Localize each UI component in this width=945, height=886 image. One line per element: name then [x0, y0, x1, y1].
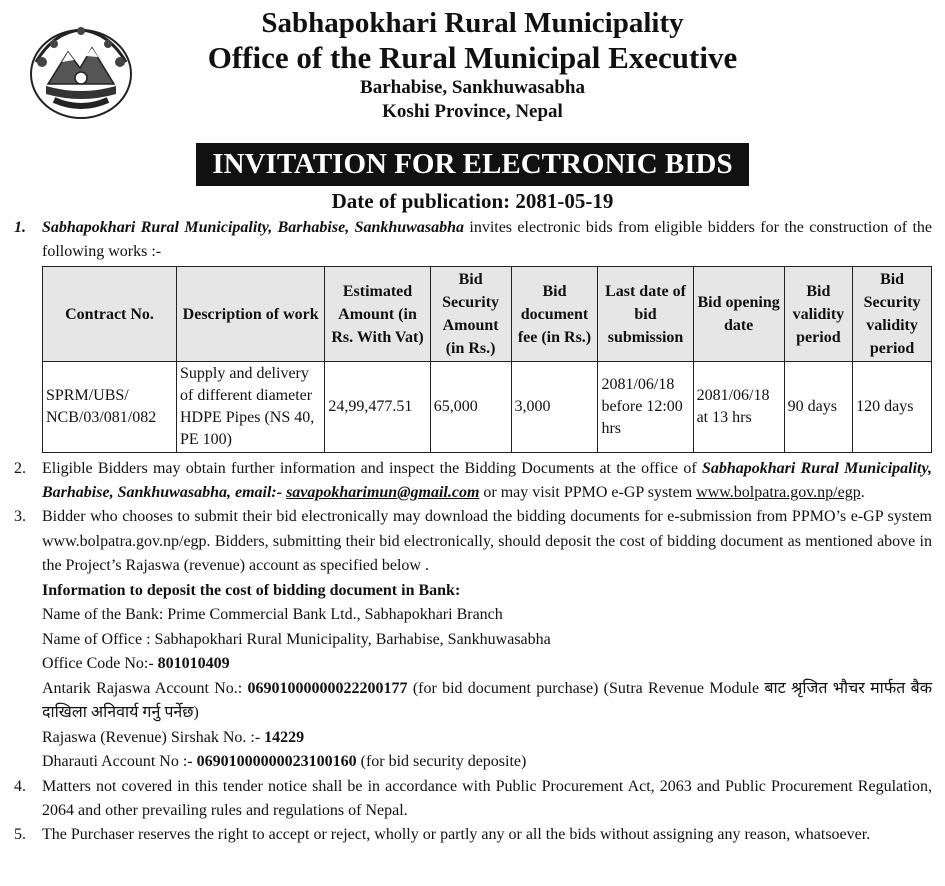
dharauti-line [42, 750, 932, 775]
list-item [14, 505, 932, 775]
item-number: 2. [14, 460, 26, 477]
table-cell: 65,000 [430, 362, 511, 453]
item-number: 5. [14, 825, 26, 843]
item-text [42, 505, 932, 775]
antarik-value: 06901000000022200177 [247, 679, 408, 697]
item-text [42, 216, 932, 264]
table-cell: 120 days [853, 362, 932, 453]
table-row [43, 362, 932, 453]
table-header-row [43, 267, 932, 362]
nepal-emblem-icon [24, 22, 138, 122]
works-table [42, 266, 932, 453]
office-name: Office of the Rural Municipal Executive [207, 40, 738, 75]
dharauti-note: (for bid security deposite) [356, 753, 527, 770]
table-cell: SPRM/UBS/ NCB/03/081/082 [43, 362, 177, 453]
list-item [14, 823, 932, 847]
dharauti-value: 06901000000023100160 [196, 753, 357, 770]
column-header: Bid validity period [784, 267, 853, 362]
email-link[interactable]: savapokharimun@gmail.com [286, 484, 480, 501]
office-province: Koshi Province, Nepal [382, 101, 563, 122]
table-cell: 2081/06/18 at 13 hrs [693, 362, 784, 453]
column-header: Bid document fee (in Rs.) [511, 267, 598, 362]
office-address: Barhabise, Sankhuwasabha [360, 77, 585, 98]
column-header: Bid Security Amount (in Rs.) [430, 267, 511, 362]
item-text [42, 457, 932, 505]
antarik-line [42, 677, 932, 726]
invitee-name: Sabhapokhari Rural Municipality, Barhabise, Sankhuwasabha [42, 219, 464, 236]
list-item [14, 457, 932, 505]
item-paragraph: Bidder who chooses to submit their bid electronically may download the bidding documents for e-submission from PPMO’s e-GP system www.bolpatra.gov.np/egp. Bidders, submitting their bid electronically, should deposit the cost of bidding document as mentioned above in the Project’s Rajaswa (revenue) account as specified below . [42, 508, 932, 574]
item-text-part: Eligible Bidders may obtain further information and inspect the Bidding Documents at the office of [42, 460, 702, 477]
table-cell: Supply and delivery of different diameter HDPE Pipes (NS 40, PE 100) [177, 362, 325, 453]
list-item [14, 216, 932, 264]
municipality-name: Sabhapokhari Rural Municipality [261, 7, 684, 39]
table-cell: 90 days [784, 362, 853, 453]
office-code-label: Office Code No:- [42, 655, 158, 672]
item-number: 4. [14, 777, 26, 795]
column-header: Last date of bid submission [598, 267, 693, 362]
list-item [14, 775, 932, 823]
notice-title: INVITATION FOR ELECTRONIC BIDS [196, 143, 748, 186]
column-header: Estimated Amount (in Rs. With Vat) [325, 267, 430, 362]
item-number: 3. [14, 508, 26, 525]
publication-date: Date of publication: 2081-05-19 [331, 189, 614, 213]
office-name-line: Name of Office : Sabhapokhari Rural Municipality, Barhabise, Sankhuwasabha [42, 630, 551, 648]
sirshak-value: 14229 [264, 728, 305, 746]
notice-body [14, 216, 932, 847]
column-header: Description of work [177, 267, 325, 362]
column-header: Contract No. [43, 267, 177, 362]
column-header: Bid Security validity period [853, 267, 932, 362]
table-cell: 24,99,477.51 [325, 362, 430, 453]
sirshak-line [42, 726, 932, 751]
office-contact: Sabhapokhari Rural Municipality, Barhabise, Sankhuwasabha, email:- [42, 460, 932, 501]
bank-name: Name of the Bank: Prime Commercial Bank Ltd., Sabhapokhari Branch [42, 606, 503, 623]
egp-link[interactable]: www.bolpatra.gov.np/egp [696, 484, 861, 501]
item-text-part: or may visit PPMO e-GP system [479, 484, 697, 501]
antarik-label: Antarik Rajaswa Account No.: [42, 679, 248, 697]
column-header: Bid opening date [693, 267, 784, 362]
sirshak-label: Rajaswa (Revenue) Sirshak No. :- [42, 728, 265, 746]
office-code-line [42, 652, 932, 677]
info-heading: Information to deposit the cost of bidding document in Bank: [42, 581, 461, 599]
office-code-value: 801010409 [157, 655, 230, 672]
office-header [140, 6, 805, 124]
item-text: The Purchaser reserves the right to accept or reject, wholly or partly any or all the bids without assigning any reason, whatsoever. [42, 825, 871, 843]
table-cell: 3,000 [511, 362, 598, 453]
item-text-part: . [860, 484, 865, 501]
item-text: Matters not covered in this tender notice shall be in accordance with Public Procurement Act, 2063 and Public Procurement Regulation, 2064 and other prevailing rules and regulations of Nepal. [42, 777, 932, 819]
antarik-note: (for bid document purchase) (Sutra Revenue Module बाट श्रृजित भौचर मार्फत बैक दाखिला अनिवार्य गर्नु पर्नेछ) [42, 679, 932, 721]
dharauti-label: Dharauti Account No :- [42, 753, 197, 770]
invitation-text: invites electronic bids from eligible bidders for the construction of the following works :- [42, 219, 933, 260]
title-wrap [0, 143, 945, 186]
table-cell: 2081/06/18 before 12:00 hrs [598, 362, 693, 453]
item-number: 1. [14, 219, 26, 236]
